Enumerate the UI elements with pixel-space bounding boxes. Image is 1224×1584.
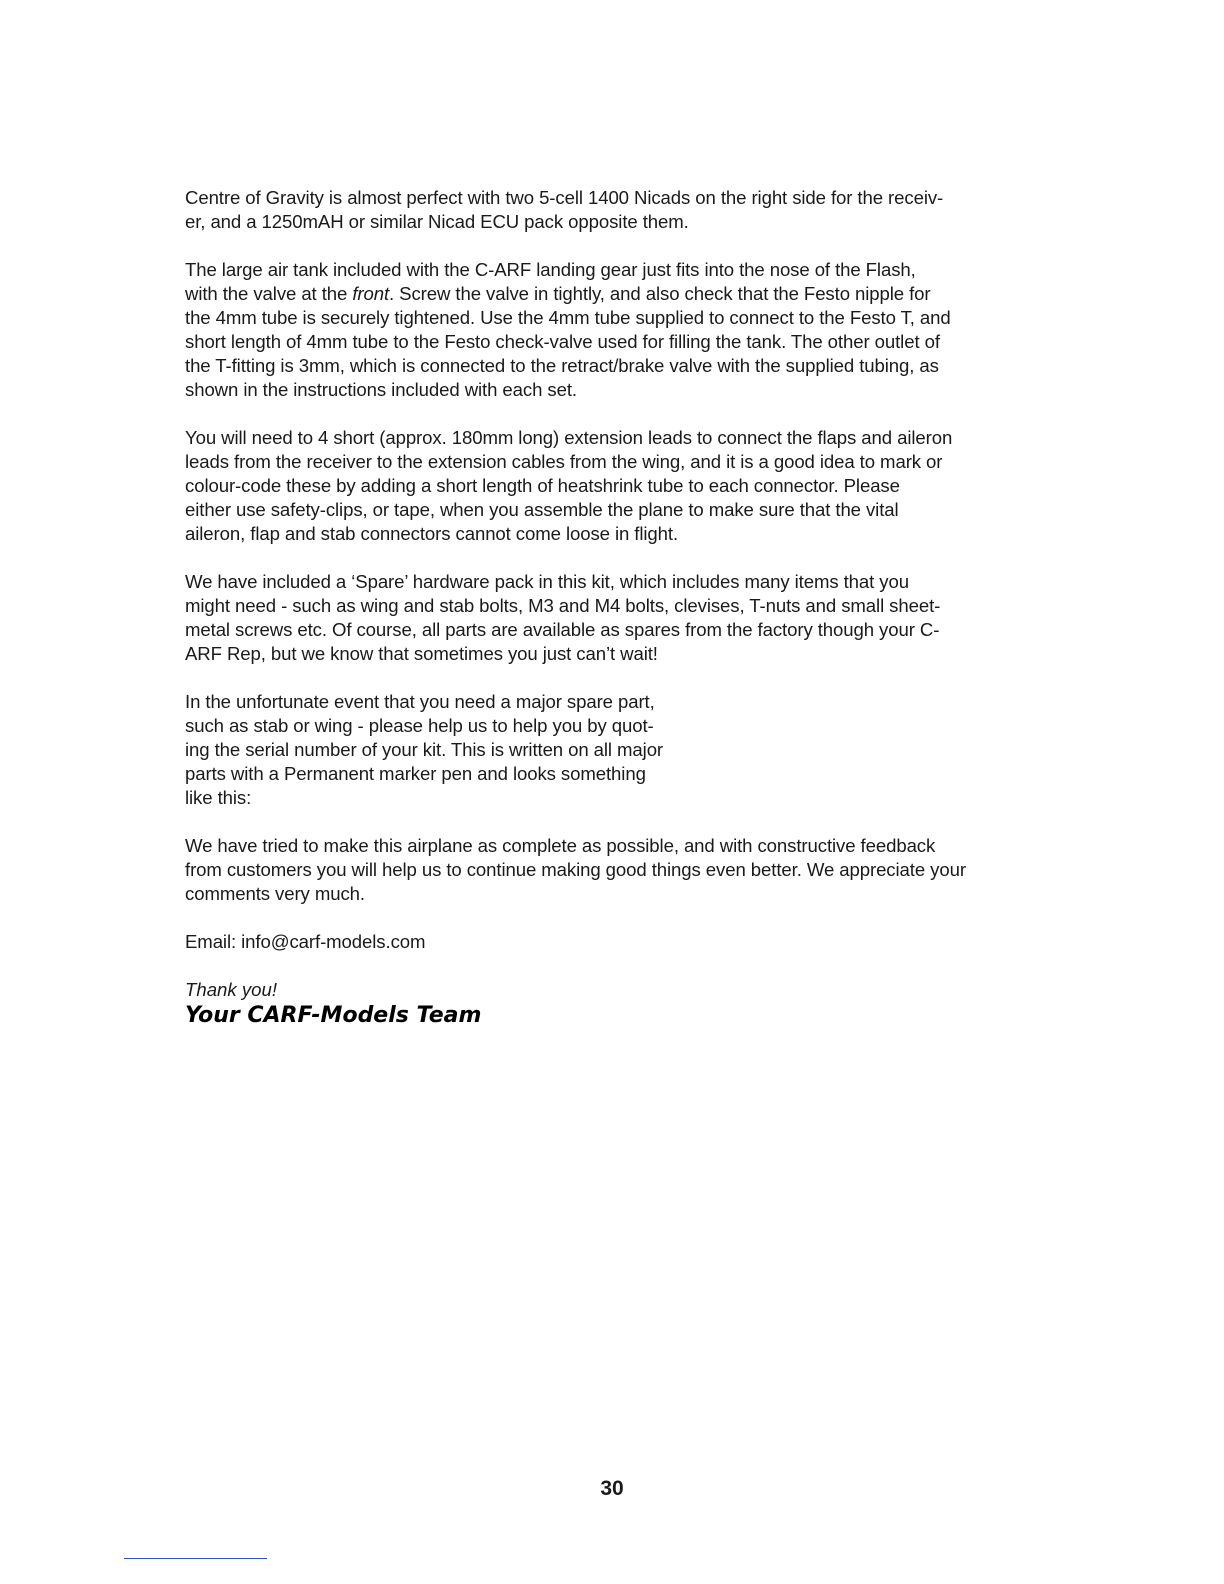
thank-you: Thank you!: [185, 979, 277, 1000]
air-tank-text-start: The large air tank included with the C-ARF landing gear just fits into the nose of the Flash, with the valve at the: [185, 259, 916, 304]
email-line: Email: info@carf-models.com: [185, 931, 426, 952]
footnote-divider: [124, 1558, 267, 1559]
paragraph-air-tank: [185, 258, 1037, 402]
team-signature: Your CARF-Models Team: [185, 1003, 482, 1028]
paragraph-center-of-gravity: Centre of Gravity is almost perfect with two 5-cell 1400 Nicads on the right side for the receiv- er, and a 1250mAH or similar Nicad ECU pack opposite them.: [185, 187, 944, 232]
document-body: [185, 186, 1037, 1030]
page-number: 30: [600, 1477, 624, 1500]
air-tank-text-end: . Screw the valve in tightly, and also check that the Festo nipple for the 4mm tube is securely tightened. Use the 4mm tube supplied to connect to the Festo T, and short length of 4mm tube to the Festo check-valve used for filling the tank. The other outlet of the T-fitting is 3mm, which is connected to the retract/brake valve with the supplied tubing, as shown in the instructions included with each set.: [185, 283, 951, 400]
paragraph-feedback: We have tried to make this airplane as complete as possible, and with constructive feedback from customers you will help us to continue making good things even better. We appreciate your comments very much.: [185, 835, 966, 904]
air-tank-emphasis: front: [352, 283, 390, 304]
paragraph-extension-leads: You will need to 4 short (approx. 180mm long) extension leads to connect the flaps and aileron leads from the receiver to the extension cables from the wing, and it is a good idea to mark or colour-code these by adding a short length of heatshrink tube to each connector. Please either use safety-clips, or tape, when you assemble the plane to make sure that the vital aileron, flap and stab connectors cannot come loose in flight.: [185, 427, 953, 544]
paragraph-serial-number: In the unfortunate event that you need a major spare part, such as stab or wing - please help us to help you by quot- ing the serial number of your kit. This is written on all major parts with a Permanent marker pen and looks something like this:: [185, 691, 664, 808]
paragraph-spare-hardware: We have included a ‘Spare’ hardware pack in this kit, which includes many items that you might need - such as wing and stab bolts, M3 and M4 bolts, clevises, T-nuts and small sheet- metal screws etc. Of course, all parts are available as spares from the factory though your C- ARF Rep, but we know that sometimes you just can’t wait!: [185, 571, 941, 664]
